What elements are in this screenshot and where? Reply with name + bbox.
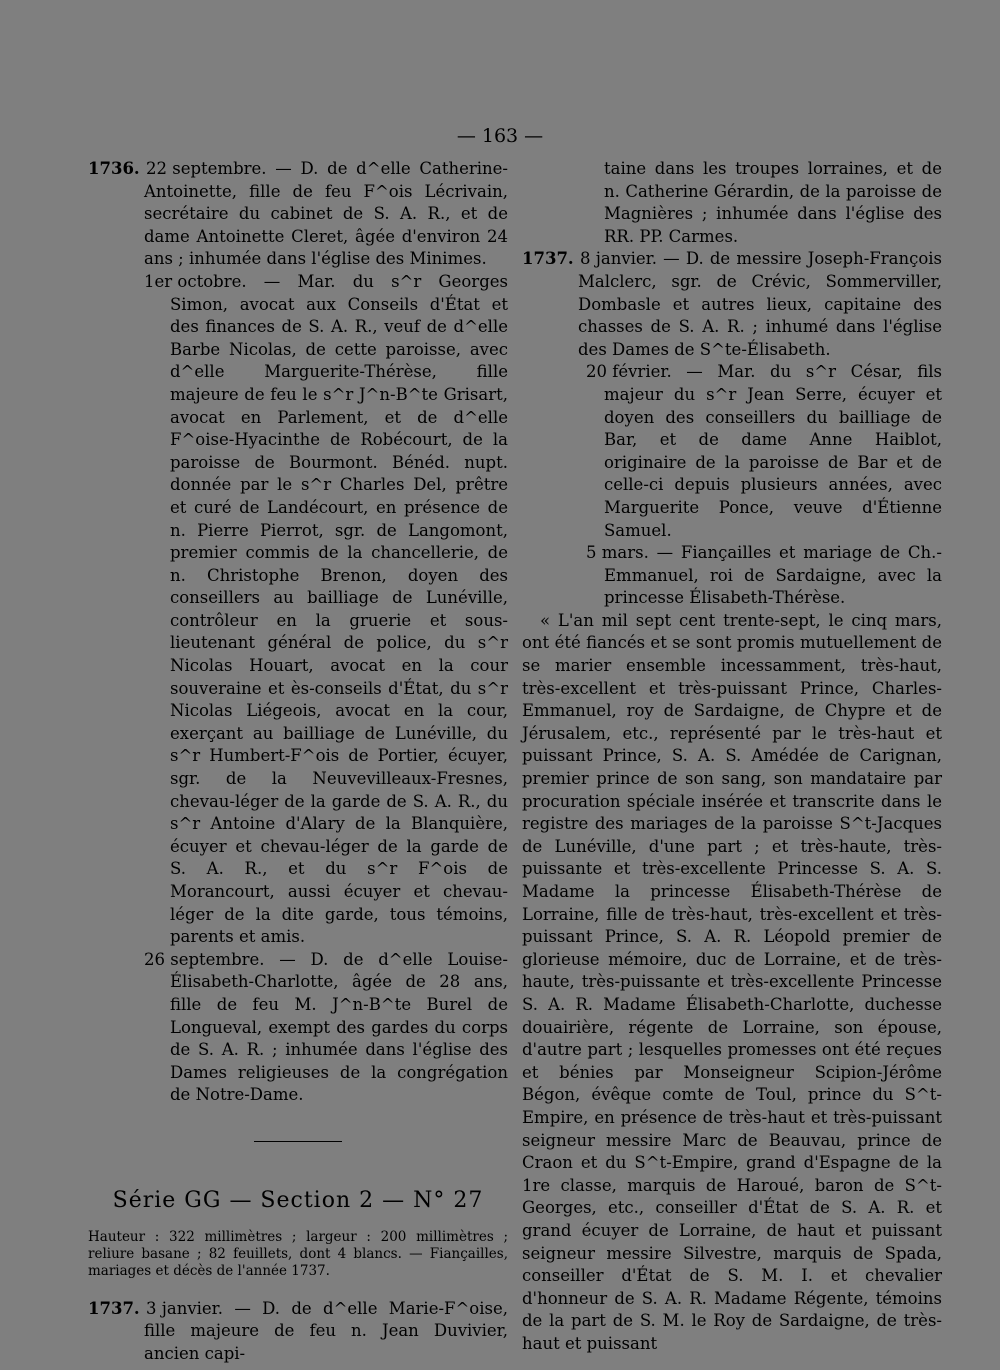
marriage-act-quote: « L'an mil sept cent trente-sept, le cinq mars, ont été fiancés et se sont promis mutuellement de se marier ensemble incessamment, très-haut, très-excellent et très-puissant Prince, Charles-Emmanuel, roy de Sardaigne, de Chypre et de Jérusalem, etc., représenté par le très-haut et puissant Prince, S. A. S. Amédée de Carignan, premier prince de son sang, son mandataire par procuration spéciale insérée et transcrite dans le registre des mariages de la paroisse S^t-Jacques de Lunéville, d'une part ; et très-haute, très-puissante et très-excellente Princesse S. A. S. Madame la princesse Élisabeth-Thérèse de Lorraine, fille de très-haut, très-excellent et très-puissant Prince, S. A. R. Léopold premier de glorieuse mémoire, duc de Lorraine, et de très-haute, très-puissante et très-excellente Princesse S. A. R. Madame Élisabeth-Charlotte, duchesse douairière, régente de Lorraine, son épouse, d'autre part ; lesquelles promesses ont été reçues et bénies par Monseigneur Scipion-Jérôme Bégon, évêque comte de Toul, prince du S^t-Empire, en présence de très-haut et très-puissant seigneur messire Marc de Beauvau, prince de Craon et du S^t-Empire, grand d'Espagne de la 1re classe, marquis de Haroué, baron de S^t-Georges, etc., conseiller d'État de S. A. R. et grand écuyer de Lorraine, de haut et puissant seigneur messire Silvestre, marquis de Spada, conseiller d'État de S. M. I. et chevalier d'honneur de S. A. R. Madame Régente, témoins de la part de S. M. le Roy de Sardaigne, de très-haut et puissant	[522, 610, 942, 1353]
entry-date: 1er octobre.	[144, 271, 247, 291]
left-column	[88, 158, 508, 1365]
entry-1737-01-08	[522, 248, 942, 361]
entry-date: 8 janvier.	[580, 249, 658, 269]
entry-date: 5 mars.	[586, 543, 649, 563]
entry-year: 1737.	[522, 249, 574, 269]
entry-1737-03-05	[522, 542, 942, 610]
entry-text: — Mar. du s^r Georges Simon, avocat aux Conseils d'État et des finances de S. A. R., veuf de d^elle Barbe Nicolas, de cette paroisse, avec d^elle Marguerite-Thérèse, fille majeure de feu le s^r J^n-B^te Grisart, avocat en Parlement, et de d^elle F^oise-Hyacinthe de Robécourt, de la paroisse de Bourmont. Bénéd. nupt. donnée par le s^r Charles Del, prêtre et curé de Landécourt, en présence de n. Pierre Pierrot, sgr. de Langomont, premier commis de la chancellerie, de n. Christophe Brenon, doyen des conseillers au bailliage de Lunéville, contrôleur en la gruerie et sous-lieutenant général de police, du s^r Nicolas Houart, avocat en la cour souveraine et ès-conseils d'État, du s^r Nicolas Liégeois, avocat en la cour, exerçant au bailliage de Lunéville, du s^r Humbert-F^ois de Portier, écuyer, sgr. de la Neuvevilleaux-Fresnes, chevau-léger de la garde de S. A. R., du s^r Antoine d'Alary de la Blanquière, écuyer et chevau-léger de la garde de S. A. R., et du s^r F^ois de Morancourt, aussi écuyer et chevau-léger de la dite garde, tous témoins, parents et amis.	[170, 271, 508, 947]
entry-1736-09-22	[88, 158, 508, 271]
entry-year: 1736.	[88, 159, 140, 178]
entry-text: — D. de d^elle Louise-Élisabeth-Charlotte, âgée de 28 ans, fille de feu M. J^n-B^te Burel de Longueval, exempt des gardes du corps de S. A. R. ; inhumée dans l'église des Dames religieuses de la congrégation de Notre-Dame.	[170, 949, 508, 1105]
series-meta: Hauteur : 322 millimètres ; largeur : 200 millimètres ; reliure basane ; 82 feuillets, dont 4 blancs. — Fiançailles, mariages et décès de l'année 1737.	[88, 1228, 508, 1279]
entry-date: 20 février.	[586, 362, 672, 382]
entry-continuation: taine dans les troupes lorraines, et de n. Catherine Gérardin, de la paroisse de Magnières ; inhumée dans l'église des RR. PP. Carmes.	[604, 159, 942, 246]
entry-1736-09-26	[88, 949, 508, 1107]
entry-text: — Fiançailles et mariage de Ch.-Emmanuel, roi de Sardaigne, avec la princesse Élisabeth-Thérèse.	[604, 543, 942, 608]
entry-text: — D. de d^elle Marie-F^oise, fille majeure de feu n. Jean Duvivier, ancien capi-	[144, 1298, 508, 1363]
series-heading: Série GG — Section 2 — N° 27	[112, 1187, 484, 1213]
entry-date: 22 septembre.	[146, 159, 267, 178]
entry-1737-01-03	[88, 1298, 508, 1366]
page-number: — 163 —	[456, 125, 544, 147]
entry-text: — D. de messire Joseph-François Malclerc, sgr. de Crévic, Sommerviller, Dombasle et autres lieux, capitaine des chasses de S. A. R. ; inhumé dans l'église des Dames de S^te-Élisabeth.	[578, 249, 943, 359]
entry-year: 1737.	[88, 1298, 140, 1318]
section-divider	[254, 1141, 342, 1142]
right-column	[522, 158, 942, 1355]
entry-date: 26 septembre.	[144, 949, 265, 969]
entry-1737-02-20	[522, 361, 942, 542]
entry-text: — Mar. du s^r César, fils majeur du s^r Jean Serre, écuyer et doyen des conseillers du bailliage de Bar, et de dame Anne Haiblot, originaire de la paroisse de Bar et de celle-ci depuis plusieurs années, avec Marguerite Ponce, veuve d'Étienne Samuel.	[604, 362, 942, 540]
entry-text: — D. de d^elle Catherine-Antoinette, fille de feu F^ois Lécrivain, secrétaire du cabinet de S. A. R., et de dame Antoinette Cleret, âgée d'environ 24 ans ; inhumée dans l'église des Minimes.	[144, 159, 508, 269]
entry-date: 3 janvier.	[146, 1298, 224, 1318]
entry-1736-10-01	[88, 271, 508, 949]
